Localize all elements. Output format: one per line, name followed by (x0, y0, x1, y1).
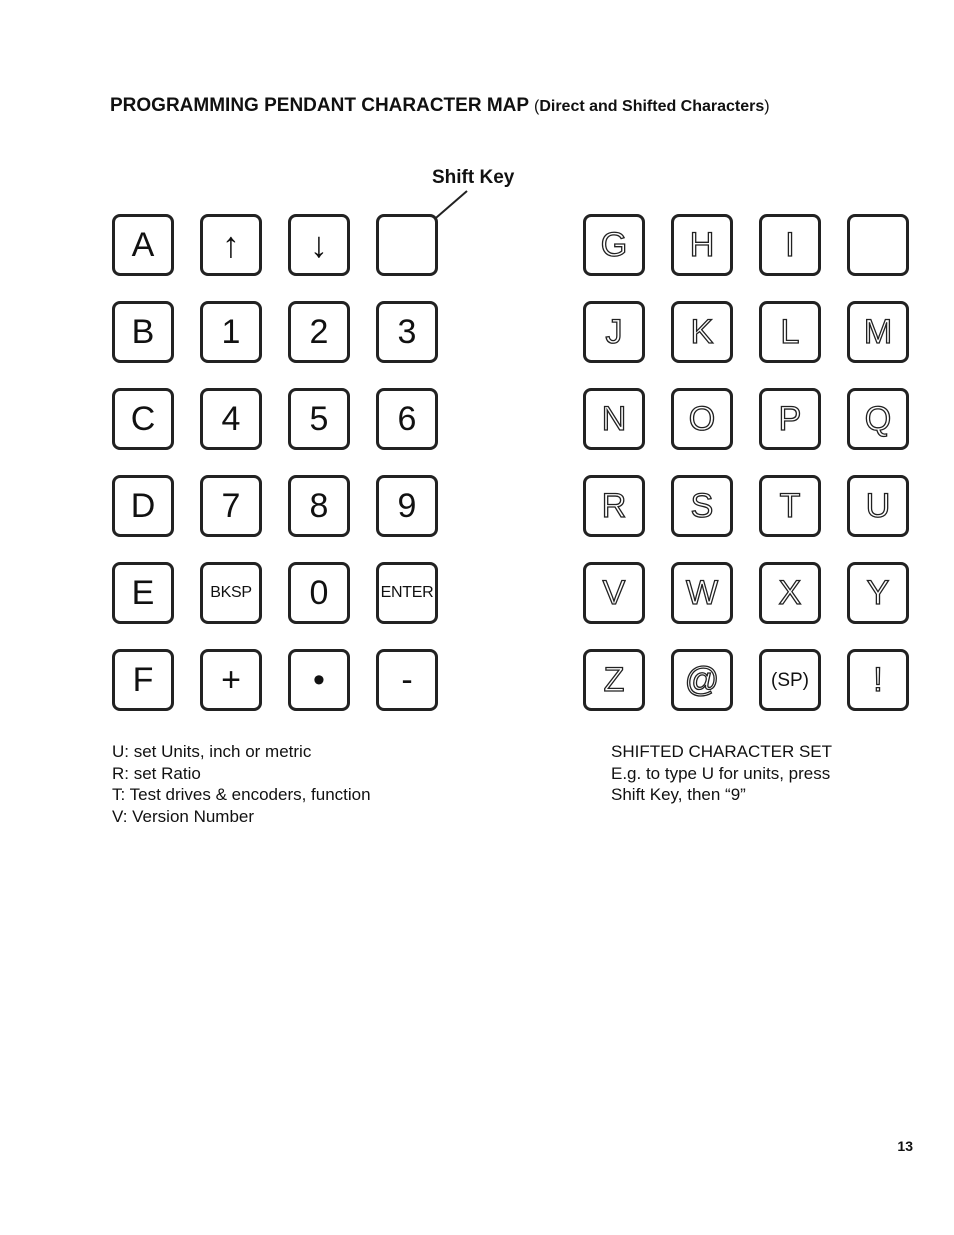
shifted-key-x[interactable] (759, 562, 821, 624)
direct-key-minus[interactable] (376, 649, 438, 711)
direct-key-label: • (313, 661, 325, 699)
direct-key-label: B (131, 313, 155, 351)
direct-key-up-arrow[interactable] (200, 214, 262, 276)
direct-key-0[interactable] (288, 562, 350, 624)
shifted-key-p[interactable] (759, 388, 821, 450)
shifted-key-exclamation[interactable] (847, 649, 909, 711)
direct-key-label: 6 (397, 400, 417, 438)
direct-key-label: 8 (309, 487, 329, 525)
shifted-key-h[interactable] (671, 214, 733, 276)
left-note-line: U: set Units, inch or metric (112, 742, 312, 761)
direct-key-label: 1 (221, 313, 241, 351)
direct-key-1[interactable] (200, 301, 262, 363)
title-open-paren: ( (534, 98, 540, 115)
title-main: PROGRAMMING PENDANT CHARACTER MAP (110, 95, 529, 116)
direct-key-label: + (221, 661, 241, 699)
shifted-key-s[interactable] (671, 475, 733, 537)
shifted-character-notes (611, 741, 832, 806)
direct-key-dot[interactable] (288, 649, 350, 711)
direct-key-f[interactable] (112, 649, 174, 711)
shifted-key-n[interactable] (583, 388, 645, 450)
shifted-key-label: K (690, 313, 714, 351)
direct-key-label: ↑ (222, 224, 240, 265)
direct-key-blank[interactable] (376, 214, 438, 276)
left-note-line: T: Test drives & encoders, function (112, 785, 371, 804)
direct-key-label: BKSP (210, 584, 252, 601)
direct-key-label: 0 (309, 574, 329, 612)
direct-key-3[interactable] (376, 301, 438, 363)
direct-function-notes (112, 741, 371, 827)
shifted-key-label: W (685, 574, 719, 612)
direct-key-label: A (131, 226, 155, 264)
shifted-key-label: (SP) (771, 669, 809, 691)
title-close-paren: ) (764, 98, 770, 115)
right-note-line: E.g. to type U for units, press (611, 763, 831, 783)
title-subtitle: Direct and Shifted Characters (539, 98, 765, 115)
direct-key-c[interactable] (112, 388, 174, 450)
direct-key-label: 3 (397, 313, 417, 351)
direct-key-bksp[interactable] (200, 562, 262, 624)
shifted-key-label: G (600, 226, 628, 264)
shifted-key-k[interactable] (671, 301, 733, 363)
shifted-key-label: I (785, 226, 795, 264)
direct-key-label: C (130, 400, 156, 438)
shifted-key-u[interactable] (847, 475, 909, 537)
shifted-key-space[interactable] (759, 649, 821, 711)
direct-key-5[interactable] (288, 388, 350, 450)
left-note-line: V: Version Number (112, 806, 255, 826)
left-note-line: R: set Ratio (112, 763, 201, 783)
shifted-key-w[interactable] (671, 562, 733, 624)
right-note-line: Shift Key, then “9” (611, 785, 746, 804)
direct-key-down-arrow[interactable] (288, 214, 350, 276)
shifted-key-m[interactable] (847, 301, 909, 363)
shifted-key-label: U (865, 487, 891, 525)
shifted-key-label: R (601, 487, 627, 525)
direct-key-label: 7 (221, 487, 241, 525)
shifted-key-label: M (863, 313, 893, 351)
shifted-key-label: Z (603, 661, 625, 699)
shifted-key-label: O (688, 400, 716, 438)
direct-key-2[interactable] (288, 301, 350, 363)
shifted-key-j[interactable] (583, 301, 645, 363)
shifted-key-label: Y (866, 574, 890, 612)
direct-key-b[interactable] (112, 301, 174, 363)
shifted-key-at[interactable] (671, 649, 733, 711)
direct-key-label: 2 (309, 313, 329, 351)
shifted-key-label: L (780, 313, 800, 351)
shifted-key-label: Q (864, 400, 892, 438)
shifted-key-label: X (778, 574, 802, 612)
direct-key-label: ENTER (380, 584, 434, 601)
direct-key-label: F (132, 661, 154, 699)
shifted-key-v[interactable] (583, 562, 645, 624)
direct-key-4[interactable] (200, 388, 262, 450)
page-title (110, 95, 770, 117)
direct-key-label: E (131, 574, 155, 612)
right-note-line: SHIFTED CHARACTER SET (611, 742, 833, 761)
shifted-key-t[interactable] (759, 475, 821, 537)
shifted-key-label: T (779, 487, 801, 525)
shifted-key-o[interactable] (671, 388, 733, 450)
shifted-key-label: J (605, 313, 623, 351)
direct-key-label: ↓ (310, 224, 328, 265)
shifted-key-blank[interactable] (847, 214, 909, 276)
shifted-key-z[interactable] (583, 649, 645, 711)
shifted-key-r[interactable] (583, 475, 645, 537)
direct-key-8[interactable] (288, 475, 350, 537)
direct-key-d[interactable] (112, 475, 174, 537)
direct-key-label: - (401, 661, 413, 699)
shift-key-label: Shift Key (432, 167, 515, 188)
shifted-key-l[interactable] (759, 301, 821, 363)
direct-key-enter[interactable] (376, 562, 438, 624)
direct-key-label: 9 (397, 487, 417, 525)
direct-key-label: D (130, 487, 156, 525)
shifted-key-label: ! (873, 661, 883, 699)
direct-key-7[interactable] (200, 475, 262, 537)
shifted-key-y[interactable] (847, 562, 909, 624)
shifted-key-label: N (601, 400, 627, 438)
shifted-key-label: P (778, 400, 802, 438)
shifted-key-label: @ (684, 661, 720, 699)
direct-key-a[interactable] (112, 214, 174, 276)
shifted-key-q[interactable] (847, 388, 909, 450)
shifted-key-label: S (690, 487, 714, 525)
direct-key-label: 5 (309, 400, 329, 438)
page-number: 13 (897, 1138, 913, 1154)
direct-key-plus[interactable] (200, 649, 262, 711)
direct-key-e[interactable] (112, 562, 174, 624)
direct-key-9[interactable] (376, 475, 438, 537)
shifted-key-i[interactable] (759, 214, 821, 276)
shifted-key-label: V (602, 574, 626, 612)
shifted-key-label: H (689, 226, 715, 264)
direct-key-label: 4 (221, 400, 241, 438)
direct-key-6[interactable] (376, 388, 438, 450)
shifted-key-g[interactable] (583, 214, 645, 276)
